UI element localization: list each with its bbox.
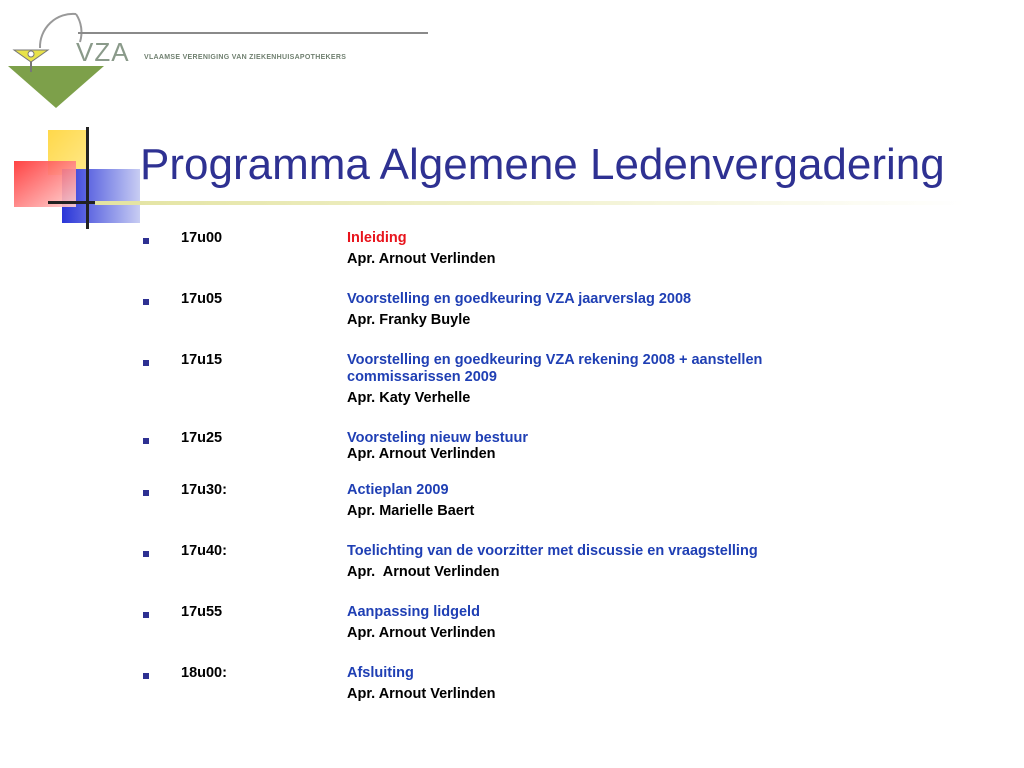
agenda-item [140, 604, 1000, 665]
agenda-time: 17u40: [181, 543, 227, 559]
bullet-icon [143, 612, 149, 618]
logo-subtitle: VLAAMSE VERENIGING VAN ZIEKENHUISAPOTHEKERS [144, 54, 347, 61]
agenda-topic: Voorstelling en goedkeuring VZA jaarverslag 2008 [347, 291, 692, 307]
agenda-item [140, 230, 1000, 291]
title-underline [95, 201, 965, 205]
agenda-speaker: Apr. Arnout Verlinden [347, 251, 496, 267]
agenda-item [140, 482, 1000, 543]
agenda-item [140, 430, 1000, 482]
agenda-speaker: Apr. Franky Buyle [347, 312, 471, 328]
agenda-item [140, 352, 1000, 430]
vza-logo [0, 0, 430, 110]
agenda-time: 17u05 [181, 291, 223, 307]
agenda-topic: Aanpassing lidgeld [347, 604, 480, 620]
agenda-speaker: Apr. Arnout Verlinden [347, 625, 496, 641]
agenda-time: 18u00: [181, 665, 227, 681]
bullet-icon [143, 360, 149, 366]
decorative-blocks [0, 125, 150, 235]
agenda-topic: Toelichting van de voorzitter met discussie en vraagstelling [347, 543, 758, 559]
agenda-topic: Actieplan 2009 [347, 482, 449, 498]
agenda-topic: Afsluiting [347, 665, 414, 681]
agenda-topic: Voorstelling en goedkeuring VZA rekening 2008 + aanstellen commissarissen 2009 [347, 352, 763, 385]
agenda-time: 17u55 [181, 604, 223, 620]
agenda-topic: Inleiding [347, 230, 407, 246]
agenda-item [140, 543, 1000, 604]
agenda-speaker: Apr. Katy Verhelle [347, 390, 471, 406]
bullet-icon [143, 438, 149, 444]
agenda-time: 17u30: [181, 482, 227, 498]
agenda-topic: Voorsteling nieuw bestuur [347, 430, 528, 446]
agenda-time: 17u00 [181, 230, 223, 246]
agenda-speaker: Apr. Arnout Verlinden [347, 446, 496, 462]
bullet-icon [143, 490, 149, 496]
agenda-time: 17u15 [181, 352, 223, 368]
agenda-list [140, 230, 1000, 726]
agenda-time: 17u25 [181, 430, 223, 446]
agenda-item [140, 665, 1000, 726]
bullet-icon [143, 551, 149, 557]
agenda-item [140, 291, 1000, 352]
bullet-icon [143, 673, 149, 679]
bullet-icon [143, 238, 149, 244]
agenda-speaker: Apr. Arnout Verlinden [347, 564, 500, 580]
page-title: Programma Algemene Ledenvergadering [140, 140, 945, 189]
agenda-speaker: Apr. Arnout Verlinden [347, 686, 496, 702]
logo-wordmark: VZA [76, 37, 130, 67]
bullet-icon [143, 299, 149, 305]
agenda-speaker: Apr. Marielle Baert [347, 503, 475, 519]
